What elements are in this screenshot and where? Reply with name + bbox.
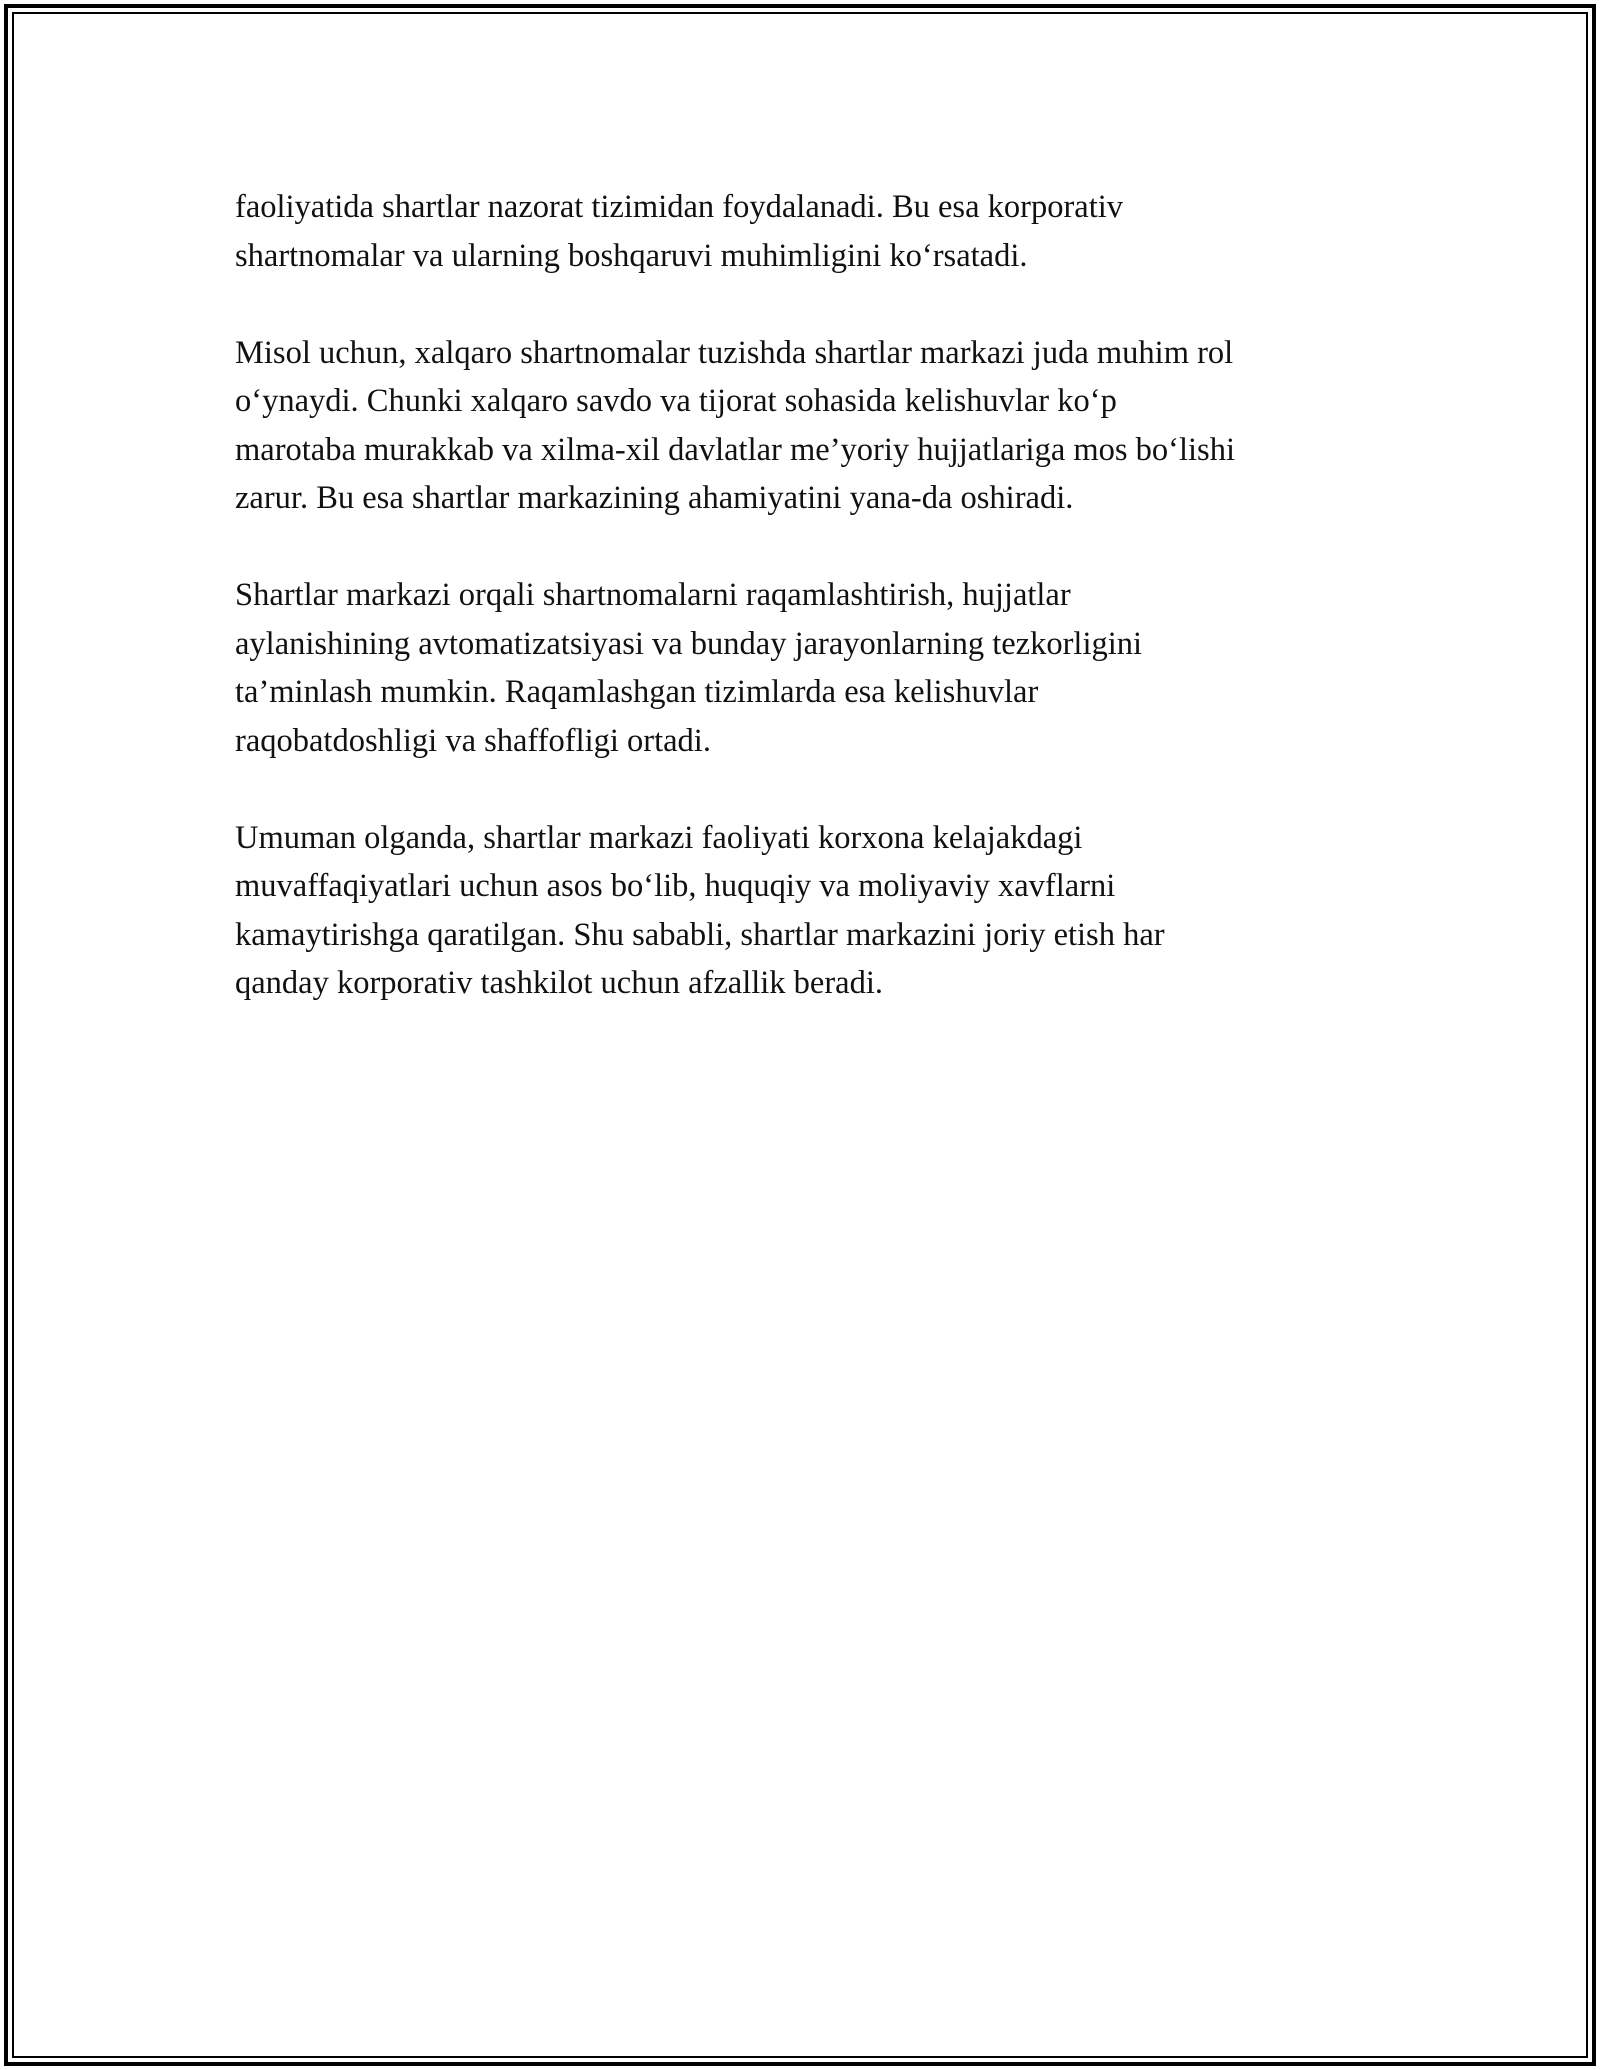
paragraph-1 [235, 183, 1395, 280]
text-line: raqobatdoshligi va shaffofligi ortadi. [235, 722, 711, 759]
text-line: muvaffaqiyatlari uchun asos bo‘lib, huquqiy va moliyaviy xavflarni [235, 868, 1116, 904]
text-line: marotaba murakkab va xilma-xil davlatlar me’yoriy hujjatlariga mos bo‘lishi [235, 431, 1235, 468]
text-line: Shartlar markazi orqali shartnomalarni raqamlashtirish, hujjatlar [235, 577, 1071, 613]
text-line: faoliyatida shartlar nazorat tizimidan foydalanadi. Bu esa korporativ [235, 189, 1124, 225]
text-line: kamaytirishga qaratilgan. Shu sababli, shartlar markazini joriy etish har [235, 916, 1165, 953]
paragraph-2 [235, 329, 1395, 523]
text-line: qanday korporativ tashkilot uchun afzallik beradi. [235, 965, 883, 1001]
text-line: shartnomalar va ularning boshqaruvi muhimligini ko‘rsatadi. [235, 237, 1028, 274]
text-line: zarur. Bu esa shartlar markazining ahamiyatini yana-da oshiradi. [235, 480, 1074, 516]
document-body [235, 183, 1395, 1056]
text-line: o‘ynaydi. Chunki xalqaro savdo va tijorat sohasida kelishuvlar ko‘p [235, 383, 1117, 419]
paragraph-4 [235, 814, 1395, 1008]
text-line: ta’minlash mumkin. Raqamlashgan tizimlarda esa kelishuvlar [235, 674, 1039, 710]
text-line: Misol uchun, xalqaro shartnomalar tuzishda shartlar markazi juda muhim rol [235, 334, 1234, 371]
paragraph-3 [235, 571, 1395, 765]
text-line: aylanishining avtomatizatsiyasi va bunday jarayonlarning tezkorligini [235, 625, 1143, 662]
text-line: Umuman olganda, shartlar markazi faoliyati korxona kelajakdagi [235, 819, 1083, 856]
